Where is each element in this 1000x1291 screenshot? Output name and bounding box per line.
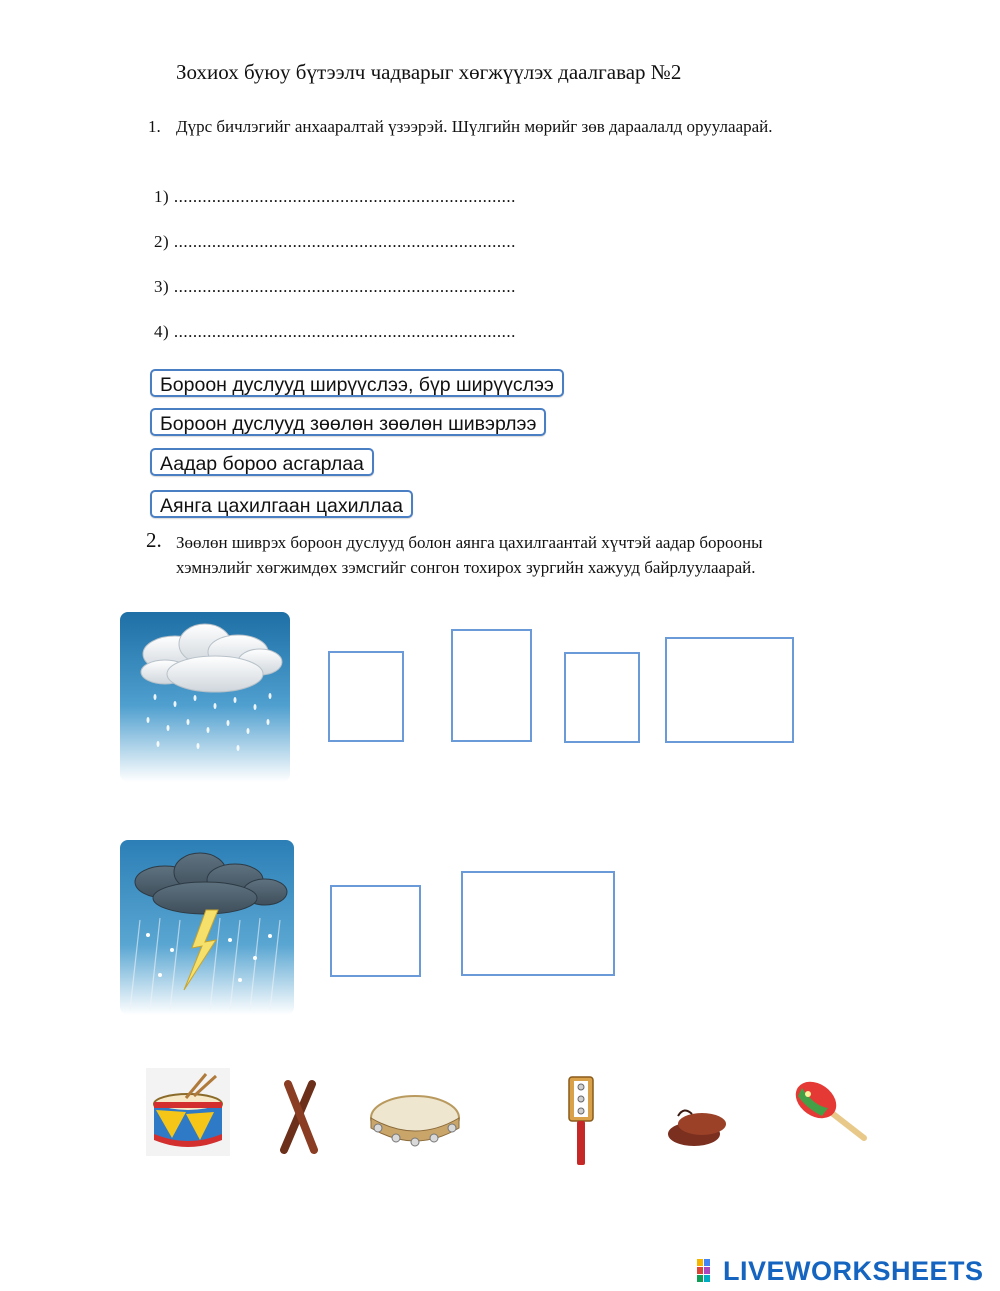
drum-icon[interactable] xyxy=(146,1068,230,1156)
answer-line-1[interactable]: 1) ........................................................................ xyxy=(154,187,516,206)
answer-line-4[interactable]: 4) ........................................................................ xyxy=(154,322,516,341)
task2-instruction-line1: Зөөлөн шиврэх бороон дуслууд болон аянга цахилгаантай хүчтэй аадар борооны xyxy=(176,533,763,552)
tambourine-icon[interactable] xyxy=(368,1088,462,1154)
answer-line-3[interactable]: 3) ........................................................................ xyxy=(154,277,516,296)
drop-zone-rain-4[interactable] xyxy=(665,637,794,743)
drop-zone-rain-1[interactable] xyxy=(328,651,404,742)
draggable-option-3[interactable]: Аадар бороо асгарлаа xyxy=(150,448,374,476)
castanets-icon[interactable] xyxy=(664,1104,728,1150)
brand-text: LIVEWORKSHEETS xyxy=(723,1255,984,1286)
draggable-option-4[interactable]: Аянга цахилгаан цахиллаа xyxy=(150,490,413,518)
draggable-option-2[interactable]: Бороон дуслууд зөөлөн зөөлөн шивэрлээ xyxy=(150,408,546,436)
maraca-icon[interactable] xyxy=(792,1078,870,1144)
draggable-option-1[interactable]: Бороон дуслууд ширүүслээ, бүр ширүүслээ xyxy=(150,369,564,397)
thunderstorm-image xyxy=(120,840,294,1015)
task2-number: 2. xyxy=(146,528,162,552)
page-title: Зохиох буюу бүтээлч чадварыг хөгжүүлэх даалгавар №2 xyxy=(176,60,682,84)
jingle-stick-icon[interactable] xyxy=(566,1075,596,1169)
liveworksheets-logo xyxy=(697,1256,984,1286)
drop-zone-storm-1[interactable] xyxy=(330,885,421,977)
drop-zone-storm-2[interactable] xyxy=(461,871,615,976)
drop-zone-rain-3[interactable] xyxy=(564,652,640,743)
wooden-sticks-icon[interactable] xyxy=(276,1078,322,1156)
task1-number: 1. xyxy=(148,117,161,136)
liveworksheets-logo-icon xyxy=(697,1259,719,1283)
rain-cloud-image xyxy=(120,612,290,782)
task2-instruction-line2: хэмнэлийг хөгжимдөх зэмсгийг сонгон тохирох зургийн хажууд байрлуулаарай. xyxy=(176,558,756,577)
drop-zone-rain-2[interactable] xyxy=(451,629,532,742)
answer-line-2[interactable]: 2) ........................................................................ xyxy=(154,232,516,251)
task1-instruction: Дүрс бичлэгийг анхааралтай үзээрэй. Шүлгийн мөрийг зөв дараалалд оруулаарай. xyxy=(176,117,773,136)
